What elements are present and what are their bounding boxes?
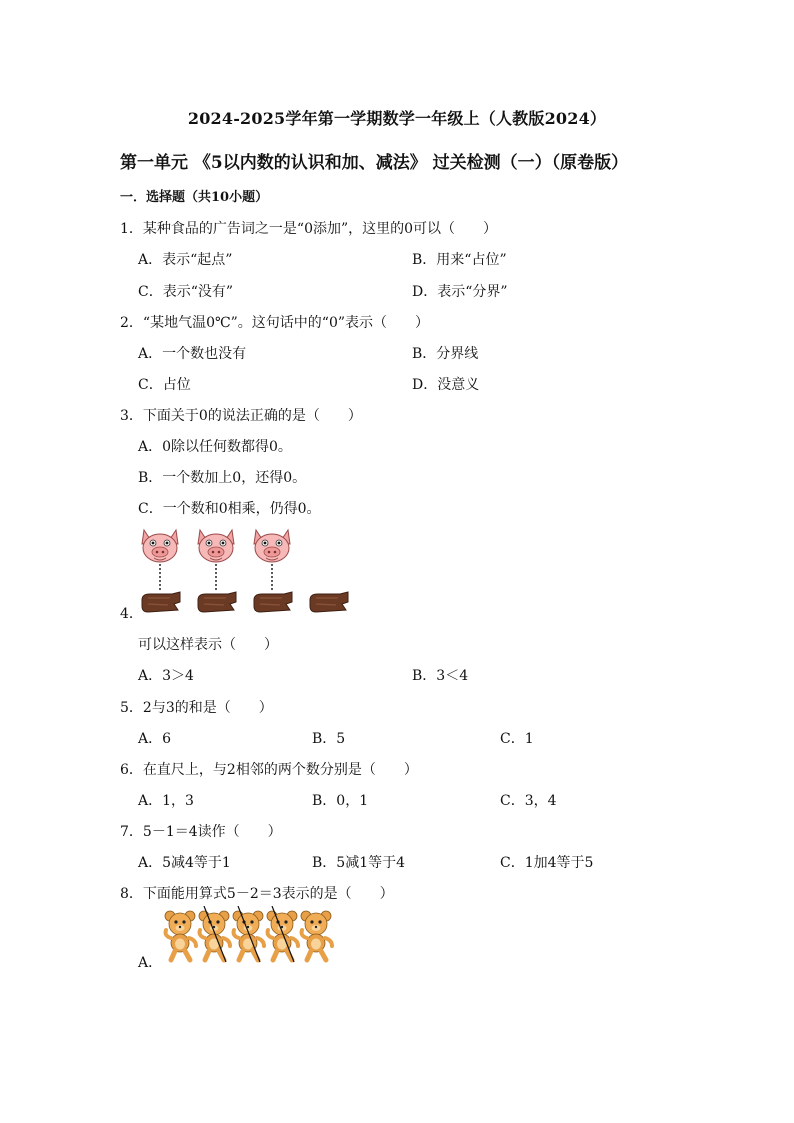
- q2-option-b: B．分界线: [412, 346, 479, 362]
- pig-2-icon: [198, 530, 234, 562]
- log-2-icon: [198, 592, 236, 612]
- q2-option-c: C．占位: [138, 377, 191, 393]
- question-4-stem: 可以这样表示（ ）: [138, 637, 278, 653]
- q3-option-c: C．一个数和0相乘，仍得0。: [138, 501, 321, 517]
- q1-option-d: D．表示“分界”: [412, 284, 508, 300]
- q1-option-b: B．用来“占位”: [412, 252, 507, 268]
- pigs-and-logs-figure: [138, 524, 358, 620]
- q3-option-a: A．0除以任何数都得0。: [138, 439, 292, 455]
- q2-option-d: D．没意义: [412, 377, 480, 393]
- bear-4-icon: [267, 911, 298, 960]
- bear-1-icon: [165, 911, 196, 960]
- q5-option-a: A．6: [138, 731, 172, 747]
- q6-option-b: B．0，1: [312, 793, 369, 809]
- question-3-stem: 3．下面关于0的说法正确的是（ ）: [120, 408, 362, 424]
- q1-option-a: A．表示“起点”: [138, 252, 233, 268]
- q5-option-c: C．1: [500, 731, 534, 747]
- q3-option-b: B．一个数加上0，还得0。: [138, 470, 307, 486]
- q6-option-c: C．3，4: [500, 793, 557, 809]
- q4-option-a: A．3＞4: [138, 668, 194, 684]
- bear-3-icon: [233, 911, 264, 960]
- log-1-icon: [142, 592, 180, 612]
- pig-3-icon: [254, 530, 290, 562]
- question-4-number: 4．: [120, 606, 143, 622]
- bear-5-icon: [301, 911, 332, 960]
- q5-option-b: B．5: [312, 731, 346, 747]
- bears-figure: [160, 906, 340, 964]
- pig-1-icon: [142, 530, 178, 562]
- q7-option-a: A．5减4等于1: [138, 855, 231, 871]
- question-1-stem: 1．某种食品的广告词之一是“0添加”，这里的0可以（ ）: [120, 221, 498, 237]
- q6-option-a: A．1，3: [138, 793, 194, 809]
- bear-2-icon: [199, 911, 230, 960]
- question-5-stem: 5．2与3的和是（ ）: [120, 700, 273, 716]
- q4-option-b: B．3＜4: [412, 668, 469, 684]
- page-title: 2024-2025学年第一学期数学一年级上（人教版2024）: [187, 109, 607, 128]
- q8-option-a: A．: [138, 955, 163, 971]
- question-2-stem: 2．“某地气温0℃”。这句话中的“0”表示（ ）: [120, 315, 430, 331]
- section-heading: 一．选择题（共10小题）: [120, 190, 269, 205]
- question-6-stem: 6．在直尺上，与2相邻的两个数分别是（ ）: [120, 762, 418, 778]
- q1-option-c: C．表示“没有”: [138, 284, 234, 300]
- log-4-icon: [310, 592, 348, 612]
- page-subtitle: 第一单元 《5以内数的认识和加、减法》 过关检测（一）（原卷版）: [120, 153, 629, 173]
- q7-option-b: B．5减1等于4: [312, 855, 406, 871]
- question-8-stem: 8．下面能用算式5－2＝3表示的是（ ）: [120, 886, 394, 902]
- log-3-icon: [254, 592, 292, 612]
- question-7-stem: 7．5－1＝4读作（ ）: [120, 824, 282, 840]
- q2-option-a: A．一个数也没有: [138, 346, 247, 362]
- q7-option-c: C．1加4等于5: [500, 855, 594, 871]
